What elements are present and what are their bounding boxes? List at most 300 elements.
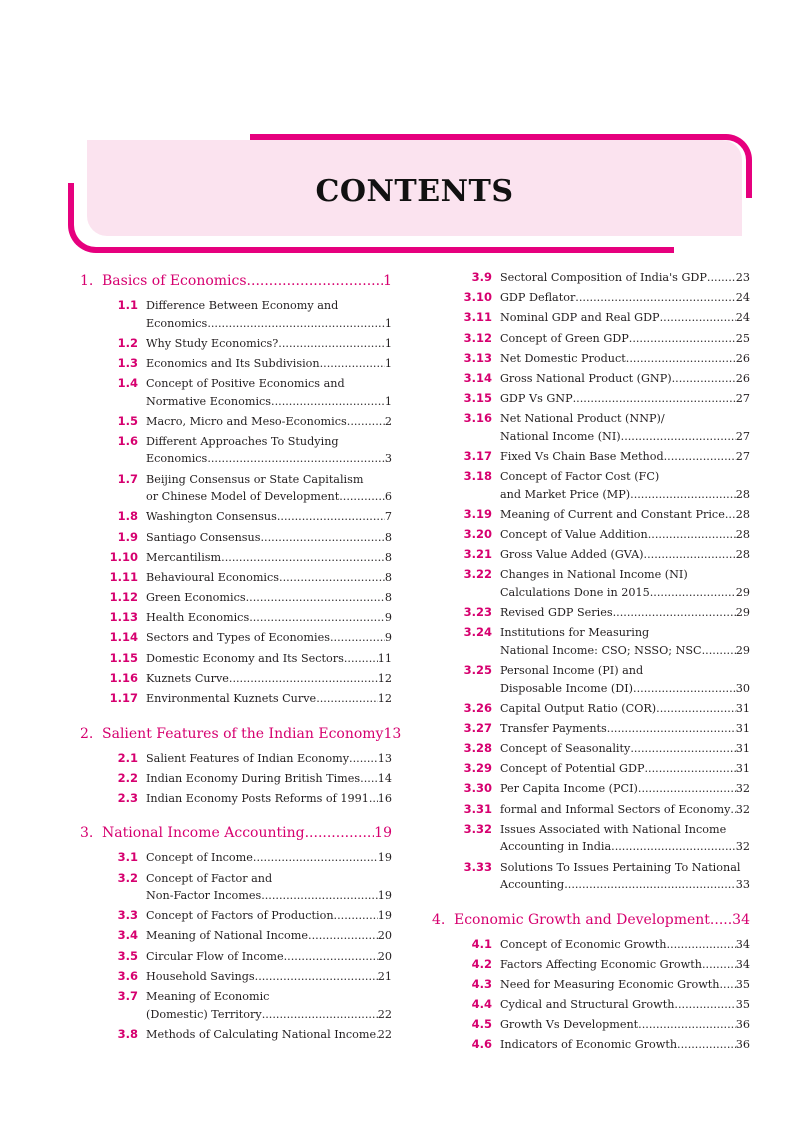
dot-leader <box>262 1006 378 1024</box>
section-text <box>500 468 750 503</box>
section-title: Health Economics <box>146 611 250 625</box>
dot-leader <box>207 315 385 333</box>
section-number: 1.12 <box>109 590 138 605</box>
section-title-line <box>146 549 392 567</box>
section-number: 3.33 <box>463 859 492 874</box>
toc-section-entry[interactable] <box>80 849 392 867</box>
section-page-number: 14 <box>377 771 392 785</box>
dot-leader <box>339 488 385 506</box>
toc-section-entry[interactable] <box>432 468 750 503</box>
section-title-line <box>146 1026 392 1044</box>
section-number: 1.9 <box>117 529 138 544</box>
section-title-line <box>146 948 392 966</box>
section-title: Need for Measuring Economic Growth <box>500 977 720 991</box>
toc-section-entry[interactable] <box>432 410 750 445</box>
toc-section-entry[interactable] <box>432 330 750 348</box>
toc-section-entry[interactable] <box>80 375 392 410</box>
section-text <box>500 546 750 564</box>
section-number: 1.15 <box>109 650 138 665</box>
section-title: Transfer Payments <box>500 721 607 735</box>
section-number: 1.7 <box>117 471 138 486</box>
toc-section-entry[interactable] <box>432 740 750 758</box>
section-text <box>500 821 750 856</box>
section-title-line <box>146 375 392 393</box>
section-title-line <box>500 859 750 877</box>
section-title: Meaning of Economic <box>146 990 270 1003</box>
dot-leader <box>633 680 736 698</box>
section-page-number: 34 <box>735 957 750 971</box>
toc-chapter-entry[interactable] <box>80 269 392 297</box>
toc-section-entry[interactable] <box>432 801 750 819</box>
section-number: 4.2 <box>471 956 492 971</box>
dot-leader <box>247 271 384 291</box>
section-text <box>146 549 392 567</box>
toc-section-entry[interactable] <box>432 506 750 524</box>
section-number: 3.4 <box>117 928 138 943</box>
toc-section-entry[interactable] <box>432 390 750 408</box>
toc-section-entry[interactable] <box>80 1026 392 1044</box>
section-title-line <box>146 413 392 431</box>
section-title-line <box>500 486 750 504</box>
section-page-number: 27 <box>735 429 750 443</box>
toc-section-entry[interactable] <box>432 859 750 894</box>
section-page-number: 32 <box>735 782 750 796</box>
section-title: Indian Economy Posts Reforms of 1991 <box>146 791 369 805</box>
toc-section-entry[interactable] <box>80 433 392 468</box>
toc-section-entry[interactable] <box>80 907 392 925</box>
toc-section-entry[interactable] <box>432 996 750 1014</box>
section-title: (Domestic) Territory <box>146 1007 262 1021</box>
toc-section-entry[interactable] <box>80 569 392 587</box>
section-title-line <box>146 589 392 607</box>
section-title-line <box>146 629 392 647</box>
section-number: 3.14 <box>463 370 492 385</box>
section-title: Economics <box>146 316 208 330</box>
section-text <box>146 770 392 788</box>
chapter-page-number: 34 <box>732 911 750 928</box>
toc-section-entry[interactable] <box>80 629 392 647</box>
toc-section-entry[interactable] <box>432 604 750 622</box>
dot-leader <box>710 910 732 930</box>
section-page-number: 28 <box>735 528 750 542</box>
section-text <box>500 662 750 697</box>
section-text <box>500 526 750 544</box>
section-text <box>500 330 750 348</box>
section-title: Concept of Potential GDP <box>500 762 645 776</box>
section-title: Gross Value Added (GVA) <box>500 548 644 562</box>
dot-leader <box>330 629 385 647</box>
section-text <box>146 1026 392 1044</box>
section-text <box>500 740 750 758</box>
section-title-line <box>500 720 750 738</box>
toc-section-entry[interactable] <box>432 956 750 974</box>
toc-section-entry[interactable] <box>432 566 750 601</box>
toc-section-entry[interactable] <box>432 936 750 954</box>
section-text <box>146 355 392 373</box>
section-number: 4.6 <box>471 1037 492 1052</box>
section-page-number: 25 <box>735 331 750 345</box>
section-title: Household Savings <box>146 969 255 983</box>
section-title-line <box>500 584 750 602</box>
section-title-line <box>500 350 750 368</box>
section-title-line <box>146 471 392 489</box>
section-title: Salient Features of Indian Economy <box>146 751 350 765</box>
section-title-line <box>146 335 392 353</box>
section-title-line <box>500 662 750 680</box>
section-text <box>146 471 392 506</box>
section-title-line <box>500 269 750 287</box>
dot-leader <box>334 907 378 925</box>
section-title: Meaning of Current and Constant Price <box>500 507 725 521</box>
section-title: Why Study Economics? <box>146 336 279 350</box>
toc-section-entry[interactable] <box>432 780 750 798</box>
section-text <box>500 859 750 894</box>
section-page-number: 31 <box>735 721 750 735</box>
chapter-page-number: 13 <box>383 725 402 742</box>
section-number: 3.5 <box>117 948 138 963</box>
section-text <box>146 948 392 966</box>
section-text <box>500 720 750 738</box>
section-text <box>146 569 392 587</box>
section-page-number: 30 <box>735 681 750 695</box>
section-number: 3.3 <box>117 908 138 923</box>
toc-section-entry[interactable] <box>80 609 392 627</box>
section-page-number: 26 <box>735 371 750 385</box>
section-page-number: 1 <box>384 336 392 350</box>
section-title: Cydical and Structural Growth <box>500 998 675 1012</box>
toc-right-column <box>432 269 750 1057</box>
toc-section-entry[interactable] <box>432 448 750 466</box>
section-title: Concept of Factor Cost (FC) <box>500 470 660 484</box>
section-number: 3.1 <box>117 850 138 865</box>
section-page-number: 29 <box>735 643 750 657</box>
section-title: Capital Output Ratio (COR) <box>500 701 657 715</box>
section-title-line <box>500 428 750 446</box>
section-text <box>500 289 750 307</box>
dot-leader <box>344 650 378 668</box>
toc-section-entry[interactable] <box>432 624 750 659</box>
section-page-number: 20 <box>377 949 392 963</box>
section-text <box>146 927 392 945</box>
section-page-number: 31 <box>735 701 750 715</box>
dot-leader <box>277 508 385 526</box>
dot-leader <box>255 968 378 986</box>
dot-leader <box>369 790 378 808</box>
dot-leader <box>702 642 736 660</box>
section-title-line <box>146 650 392 668</box>
section-page-number: 19 <box>377 889 392 903</box>
toc-section-entry[interactable] <box>432 546 750 564</box>
dot-leader <box>666 936 735 954</box>
section-number: 4.1 <box>471 936 492 951</box>
section-title-line <box>146 297 392 315</box>
section-title-line <box>146 393 392 411</box>
section-page-number: 29 <box>735 606 750 620</box>
dot-leader <box>271 393 385 411</box>
section-text <box>500 936 750 954</box>
toc-section-entry[interactable] <box>80 927 392 945</box>
section-page-number: 27 <box>735 392 750 406</box>
section-title: Indicators of Economic Growth <box>500 1038 678 1052</box>
dot-leader <box>674 996 735 1014</box>
dot-leader <box>644 760 735 778</box>
section-text <box>500 269 750 287</box>
section-title-line <box>500 330 750 348</box>
section-text <box>500 390 750 408</box>
section-title-line <box>500 566 750 584</box>
section-page-number: 31 <box>735 762 750 776</box>
section-text <box>500 1036 750 1054</box>
section-page-number: 32 <box>735 802 750 816</box>
section-title: Sectors and Types of Economies <box>146 631 330 645</box>
section-number: 1.17 <box>109 691 138 705</box>
chapter-title: National Income Accounting <box>102 825 305 842</box>
section-page-number: 19 <box>377 851 392 865</box>
section-title: Mercantilism <box>146 550 222 564</box>
toc-section-entry[interactable] <box>80 471 392 506</box>
section-title: Beijing Consensus or State Capitalism <box>146 472 364 486</box>
section-number: 3.9 <box>471 270 492 284</box>
section-title: Growth Vs Development <box>500 1018 639 1032</box>
dot-leader <box>630 486 736 504</box>
section-text <box>500 350 750 368</box>
section-title: GDP Deflator <box>500 291 576 305</box>
section-title: Different Approaches To Studying <box>146 434 339 448</box>
section-number: 3.24 <box>463 625 492 640</box>
section-page-number: 22 <box>377 1027 392 1041</box>
section-title: Institutions for Measuring <box>500 626 650 640</box>
section-title-line <box>500 680 750 698</box>
dot-leader <box>707 269 736 287</box>
section-text <box>500 801 750 819</box>
section-title: Green Economics <box>146 591 246 605</box>
section-title-line <box>500 1016 750 1034</box>
section-title: Nominal GDP and Real GDP <box>500 311 660 325</box>
section-title-line <box>146 690 392 708</box>
section-title-line <box>500 289 750 307</box>
dot-leader <box>650 584 736 602</box>
toc-section-entry[interactable] <box>80 870 392 905</box>
chapter-number: 1. <box>80 273 94 289</box>
toc-chapter-entry[interactable] <box>80 821 392 849</box>
section-page-number: 36 <box>735 1018 750 1032</box>
section-title-line <box>146 529 392 547</box>
dot-leader <box>638 1016 736 1034</box>
section-page-number: 7 <box>384 510 392 524</box>
toc-section-entry[interactable] <box>80 297 392 332</box>
section-title: GDP Vs GNP <box>500 392 573 406</box>
toc-section-entry[interactable] <box>80 790 392 808</box>
section-text <box>500 976 750 994</box>
toc-section-entry[interactable] <box>432 289 750 307</box>
section-title: and Market Price (MP) <box>500 487 631 501</box>
toc-section-entry[interactable] <box>80 335 392 353</box>
section-title: Net Domestic Product <box>500 351 626 365</box>
section-number: 3.23 <box>463 605 492 620</box>
section-title-line <box>146 609 392 627</box>
section-title: Per Capita Income (PCI) <box>500 782 638 796</box>
toc-section-entry[interactable] <box>432 720 750 738</box>
toc-section-entry[interactable] <box>432 1036 750 1054</box>
section-title-line <box>146 770 392 788</box>
toc-section-entry[interactable] <box>80 529 392 547</box>
section-text <box>146 750 392 768</box>
section-page-number: 8 <box>384 591 392 605</box>
dot-leader <box>316 690 378 708</box>
dot-leader <box>626 350 736 368</box>
section-page-number: 11 <box>377 651 392 665</box>
section-title: Concept of Green GDP <box>500 331 629 345</box>
dot-leader <box>575 289 735 307</box>
dot-leader <box>664 448 736 466</box>
section-title-line <box>146 569 392 587</box>
section-text <box>146 433 392 468</box>
section-number: 4.4 <box>471 997 492 1012</box>
toc-section-entry[interactable] <box>432 662 750 697</box>
toc-section-entry[interactable] <box>432 309 750 327</box>
toc-section-entry[interactable] <box>432 760 750 778</box>
toc-section-entry[interactable] <box>80 549 392 567</box>
dot-leader <box>621 428 736 446</box>
toc-chapter-entry[interactable] <box>80 722 402 750</box>
section-title-line <box>500 801 750 819</box>
toc-section-entry[interactable] <box>432 269 750 287</box>
toc-section-entry[interactable] <box>432 370 750 388</box>
section-page-number: 26 <box>735 351 750 365</box>
toc-section-entry[interactable] <box>80 508 392 526</box>
section-title: Kuznets Curve <box>146 671 229 685</box>
section-number: 3.25 <box>463 663 492 677</box>
toc-section-entry[interactable] <box>432 350 750 368</box>
section-text <box>146 508 392 526</box>
section-title: Methods of Calculating National Income <box>146 1027 377 1041</box>
section-title-line <box>146 355 392 373</box>
section-page-number: 24 <box>735 311 750 325</box>
toc-section-entry[interactable] <box>80 589 392 607</box>
dot-leader <box>672 370 736 388</box>
section-page-number: 2 <box>384 414 392 428</box>
toc-section-entry[interactable] <box>80 770 392 788</box>
section-number: 3.29 <box>463 761 492 776</box>
section-number: 1.6 <box>117 433 138 448</box>
toc-section-entry[interactable] <box>80 988 392 1023</box>
dot-leader <box>253 849 378 867</box>
section-title-line <box>500 309 750 327</box>
section-page-number: 3 <box>384 452 392 466</box>
section-number: 3.26 <box>463 700 492 715</box>
section-title: Changes in National Income (NI) <box>500 568 688 582</box>
toc-section-entry[interactable] <box>432 700 750 718</box>
toc-section-entry[interactable] <box>432 526 750 544</box>
section-number: 4.5 <box>471 1017 492 1032</box>
section-number: 3.7 <box>117 989 138 1003</box>
section-title-line <box>500 936 750 954</box>
toc-section-entry[interactable] <box>80 670 392 688</box>
section-title: Accounting in India <box>500 840 612 854</box>
dot-leader <box>229 670 378 688</box>
section-title-line <box>146 968 392 986</box>
section-title: Economics <box>146 452 208 466</box>
dot-leader <box>207 450 385 468</box>
dot-leader <box>360 770 378 788</box>
section-text <box>500 566 750 601</box>
section-text <box>146 870 392 905</box>
toc-chapter-entry[interactable] <box>432 908 750 936</box>
section-title: Disposable Income (DI) <box>500 681 634 695</box>
dot-leader <box>725 506 736 524</box>
section-page-number: 1 <box>384 394 392 408</box>
section-title-line <box>146 315 392 333</box>
toc-section-entry[interactable] <box>80 948 392 966</box>
section-title-line <box>146 907 392 925</box>
section-number: 1.10 <box>109 549 138 564</box>
toc-section-entry[interactable] <box>432 821 750 856</box>
section-number: 3.20 <box>463 527 492 542</box>
toc-section-entry[interactable] <box>432 976 750 994</box>
section-title: Accounting <box>500 878 565 891</box>
section-title-line <box>500 390 750 408</box>
section-title-line <box>146 433 392 451</box>
section-page-number: 13 <box>377 751 392 765</box>
section-number: 1.2 <box>117 335 138 350</box>
section-number: 3.27 <box>463 720 492 735</box>
toc-section-entry[interactable] <box>80 750 392 768</box>
section-text <box>146 335 392 353</box>
dot-leader <box>347 413 385 431</box>
section-text <box>146 988 392 1023</box>
section-title-line <box>146 988 392 1006</box>
section-title-line <box>500 821 750 839</box>
section-page-number: 34 <box>735 937 750 951</box>
section-title-line <box>500 838 750 856</box>
section-title: Circular Flow of Income <box>146 949 284 963</box>
section-text <box>146 297 392 332</box>
dot-leader <box>284 948 378 966</box>
section-text <box>500 448 750 466</box>
toc-section-entry[interactable] <box>80 690 392 708</box>
section-title: Concept of Value Addition <box>500 528 648 542</box>
section-number: 3.10 <box>463 290 492 305</box>
section-title: Gross National Product (GNP) <box>500 371 672 385</box>
chapter-title: Salient Features of the Indian Economy <box>102 725 384 742</box>
section-title-line <box>146 670 392 688</box>
dot-leader <box>630 740 735 758</box>
section-title: Behavioural Economics <box>146 570 280 584</box>
section-text <box>500 1016 750 1034</box>
section-title-line <box>500 604 750 622</box>
toc-section-entry[interactable] <box>80 355 392 373</box>
section-title: Macro, Micro and Meso-Economics <box>146 414 347 428</box>
section-page-number: 1 <box>384 356 392 370</box>
section-page-number: 8 <box>384 550 392 564</box>
section-page-number: 33 <box>735 878 750 891</box>
toc-section-entry[interactable] <box>80 413 392 431</box>
section-title: Personal Income (PI) and <box>500 664 644 677</box>
section-title-line <box>500 876 750 894</box>
section-page-number: 8 <box>384 570 392 584</box>
toc-section-entry[interactable] <box>432 1016 750 1034</box>
section-title-line <box>500 468 750 486</box>
toc-section-entry[interactable] <box>80 650 392 668</box>
toc-section-entry[interactable] <box>80 968 392 986</box>
dot-leader <box>677 1036 736 1054</box>
section-page-number: 36 <box>735 1038 750 1052</box>
section-text <box>146 690 392 708</box>
section-number: 3.17 <box>463 449 492 463</box>
section-title-line <box>500 996 750 1014</box>
section-number: 3.12 <box>463 330 492 345</box>
section-title-line <box>146 849 392 867</box>
